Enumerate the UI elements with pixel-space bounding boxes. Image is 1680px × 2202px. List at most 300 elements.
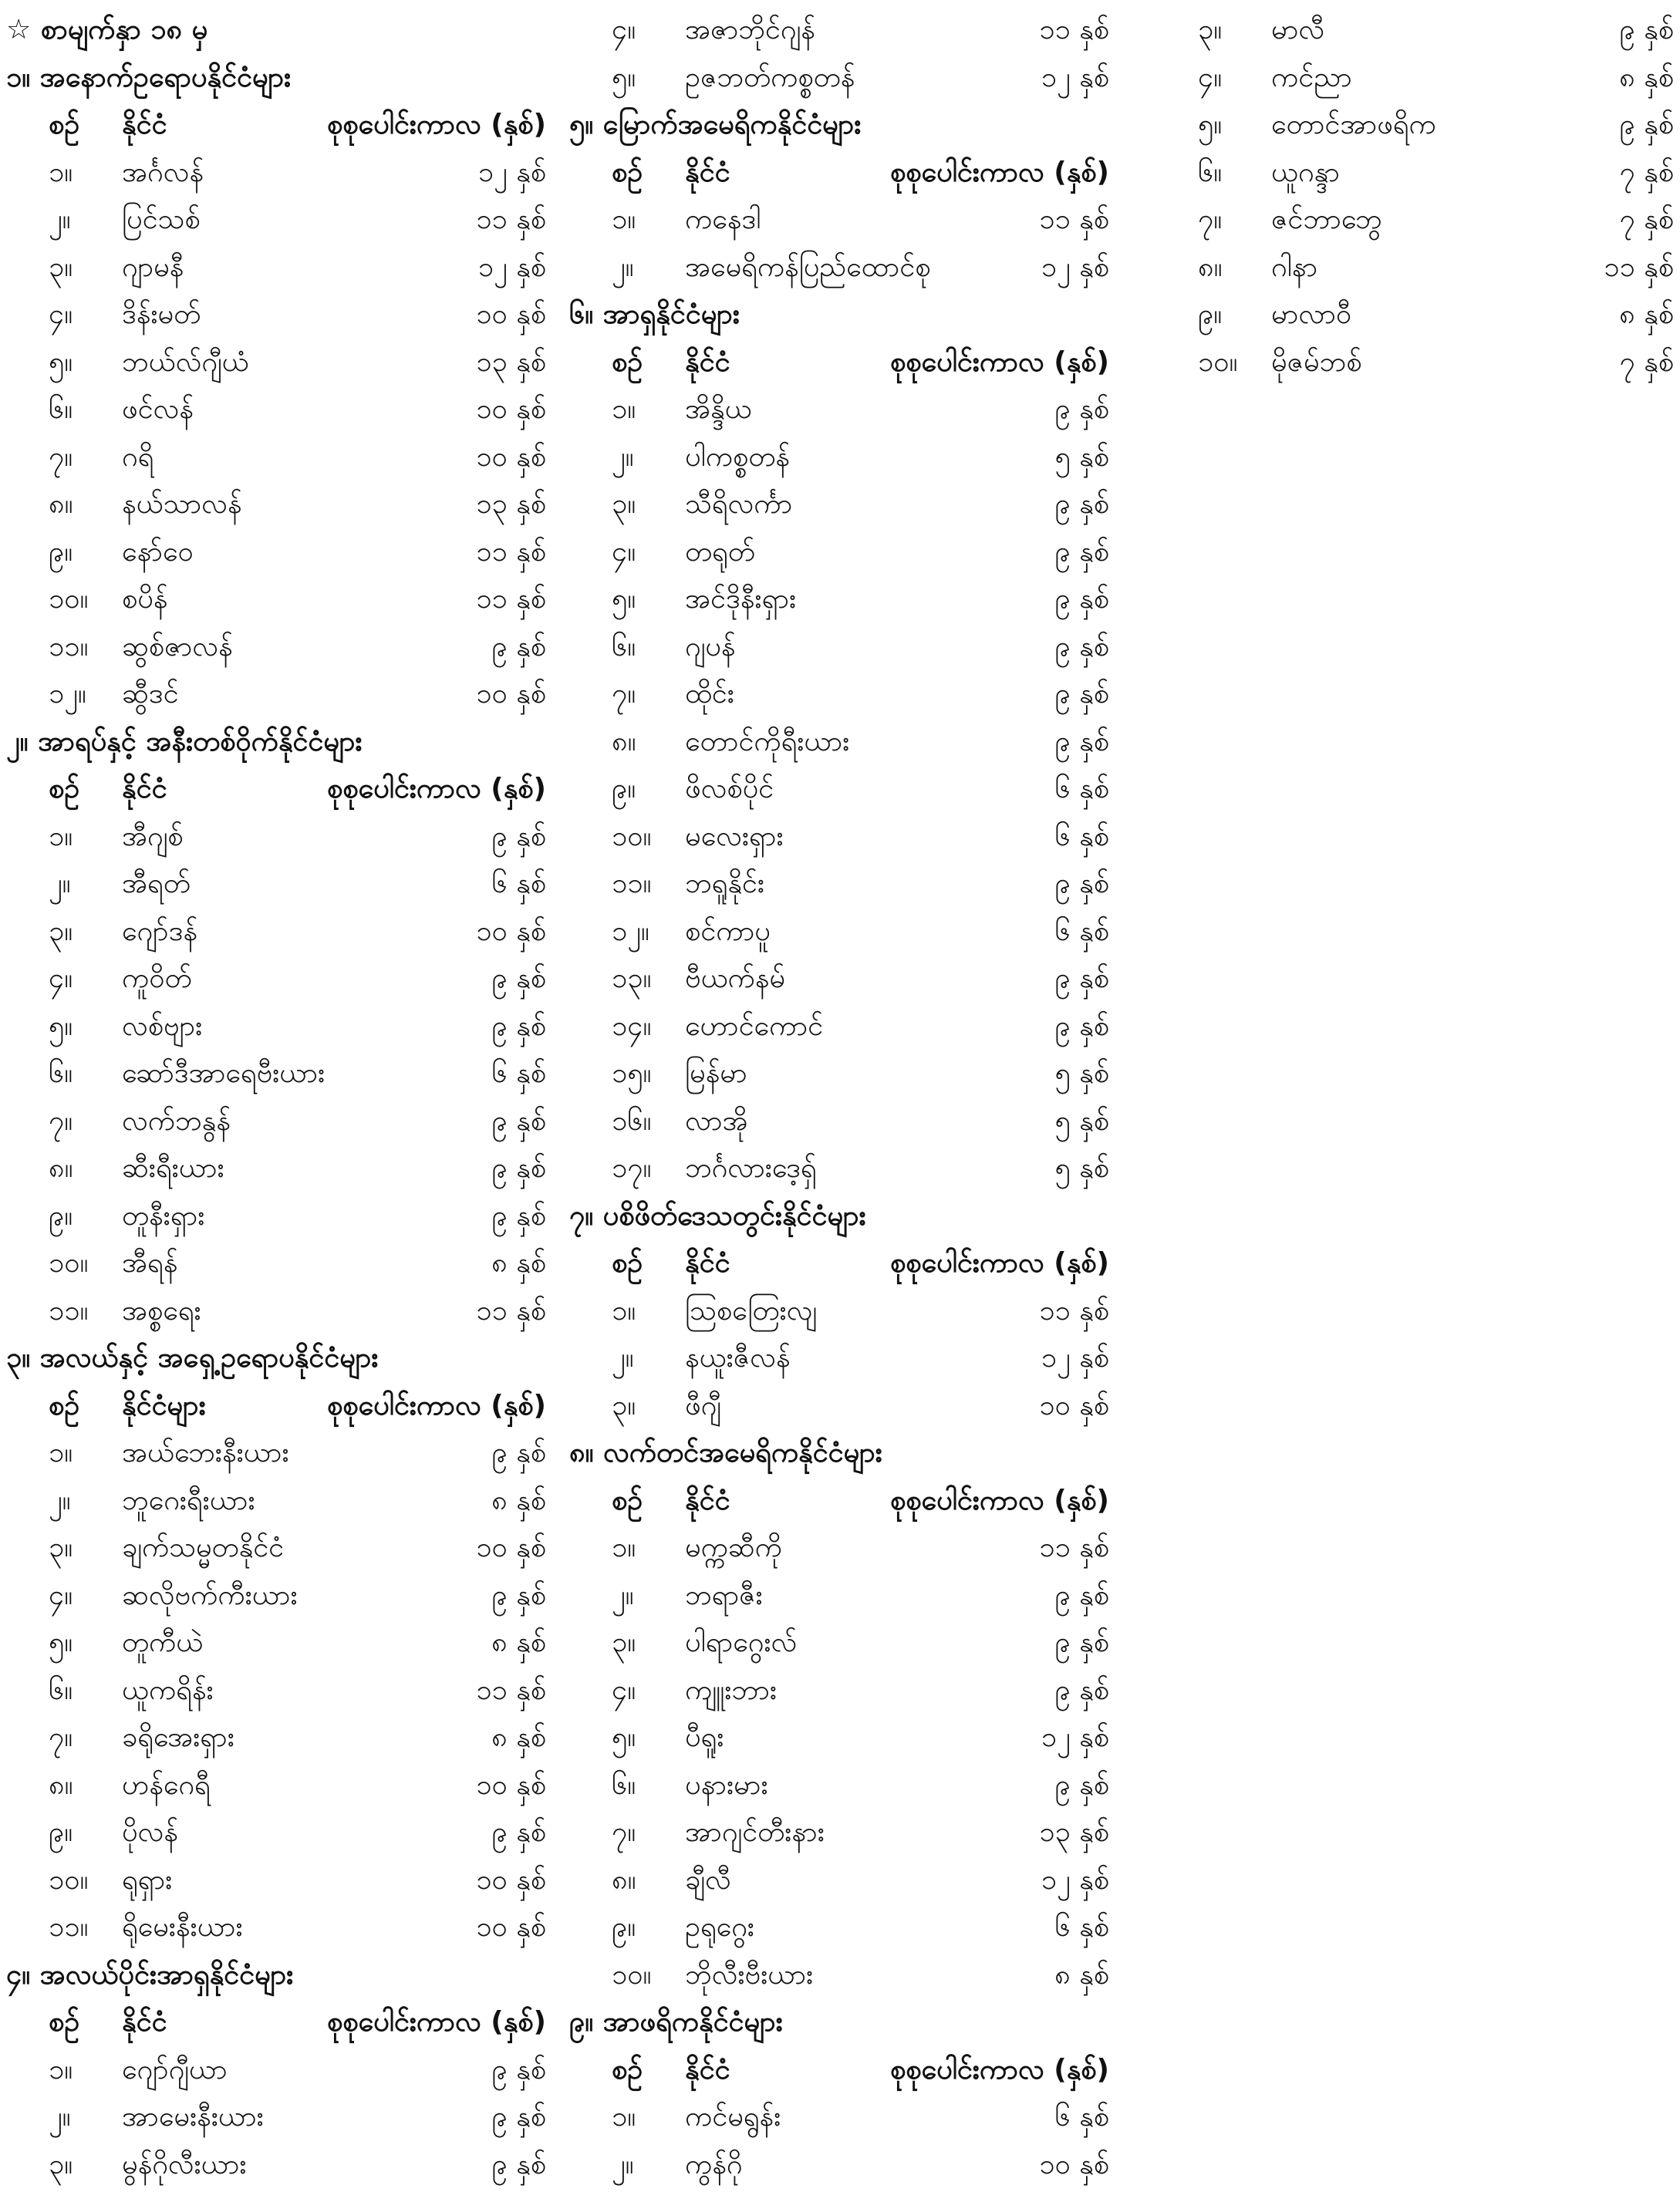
- row-number: ၇။: [49, 440, 73, 473]
- country-name: ယူကရိန်း: [122, 1674, 214, 1706]
- row-number: ၆။: [49, 1057, 73, 1089]
- duration-value: ၁၃ နှစ်: [476, 488, 546, 520]
- duration-value: ၅ နှစ်: [1054, 1104, 1109, 1137]
- row-number: ၉။: [1198, 298, 1223, 330]
- duration-value: ၉ နှစ်: [491, 1152, 546, 1184]
- table-header: [569, 149, 1109, 197]
- duration-value: ၇ နှစ်: [1619, 156, 1674, 188]
- row-number: ၁၂။: [612, 915, 649, 947]
- country-name: ဘူဂေးရီးယား: [122, 1484, 255, 1516]
- row-number: ၁၀။: [1198, 346, 1238, 378]
- duration-value: ၆ နှစ်: [1054, 773, 1109, 804]
- section-heading-text: ၂။ အာရပ်နှင့် အနီးတစ်ဝိုက်နိုင်ငံများ: [6, 725, 363, 757]
- country-name: ကူဝိတ်: [122, 963, 192, 994]
- header-no: စဉ်: [612, 1247, 643, 1279]
- row-number: ၃။: [612, 1627, 636, 1658]
- table-row: [569, 1951, 1109, 1999]
- duration-value: ၁၃ နှစ်: [476, 346, 546, 378]
- country-name: နော်ဝေ: [122, 535, 194, 568]
- table-row: [6, 433, 546, 481]
- table-row: [6, 1856, 546, 1904]
- duration-value: ၈ နှစ်: [1619, 61, 1674, 93]
- country-name: စပိန်: [122, 583, 168, 615]
- duration-value: ၁၀ နှစ်: [476, 1863, 546, 1896]
- table-row: [569, 813, 1109, 861]
- country-name: ဘိုလီးဗီးယား: [685, 1958, 814, 1991]
- country-name: ဆီးရီးယား: [122, 1152, 224, 1184]
- row-number: ၁၀။: [49, 1247, 89, 1279]
- table-row: [6, 860, 546, 908]
- row-number: ၁၀။: [49, 583, 89, 615]
- table-row: [569, 1809, 1109, 1856]
- country-name: အိန္ဒိယ: [685, 393, 752, 425]
- duration-value: ၁၂ နှစ်: [477, 251, 546, 283]
- duration-value: ၉ နှစ်: [491, 2053, 546, 2086]
- row-number: ၁၁။: [49, 630, 89, 663]
- duration-value: ၈ နှစ်: [491, 1721, 546, 1753]
- duration-value: ၁၃ နှစ်: [1039, 1816, 1109, 1848]
- duration-value: ၉ နှစ်: [1619, 109, 1674, 140]
- section-heading: [569, 1998, 1109, 2046]
- duration-value: ၉ နှစ်: [491, 1199, 546, 1232]
- table-row: [1155, 291, 1674, 339]
- row-number: ၈။: [612, 1863, 636, 1896]
- duration-value: ၁၀ နှစ်: [476, 1769, 546, 1801]
- row-number: ၅။: [49, 1010, 73, 1042]
- table-header: [569, 2046, 1109, 2094]
- header-no: စဉ်: [612, 346, 643, 378]
- section-heading-text: ၅။ မြောက်အမေရိကနိုင်ငံများ: [569, 109, 862, 140]
- header-no: စဉ်: [49, 2006, 80, 2038]
- country-name: အင်္ဂလန်: [122, 156, 204, 188]
- duration-value: ၁၁ နှစ်: [1039, 1532, 1109, 1563]
- table-row: [569, 1098, 1109, 1145]
- section-heading-text: ၁။ အနောက်ဥရောပနိုင်ငံများ: [6, 61, 292, 93]
- table-row: [6, 1098, 546, 1145]
- header-no: စဉ်: [612, 1484, 643, 1516]
- row-number: ၂။: [49, 2101, 71, 2133]
- row-number: ၁၄။: [612, 1010, 652, 1042]
- country-name: ပီရူး: [685, 1721, 724, 1753]
- duration-value: ၁၀ နှစ်: [476, 393, 546, 425]
- country-name: လစ်ဗျား: [122, 1010, 203, 1042]
- country-name: မိုဇမ်ဘစ်: [1271, 346, 1362, 378]
- section-heading: [6, 1334, 546, 1382]
- country-name: ဆော်ဒီအာရေဗီးယား: [122, 1057, 326, 1089]
- table-row: [6, 2046, 546, 2094]
- country-name: အာဂျင်တီးနား: [685, 1816, 825, 1848]
- duration-value: ၁၂ နှစ်: [1041, 251, 1109, 283]
- table-header: [6, 765, 546, 813]
- country-name: ဘင်္ဂလားဒေ့ရှ်: [685, 1152, 817, 1184]
- table-row: [569, 1287, 1109, 1335]
- country-name: မလေးရှား: [685, 820, 784, 852]
- header-duration: စုစုပေါင်းကာလ (နှစ်): [327, 773, 546, 804]
- row-number: ၁။: [49, 1437, 73, 1469]
- header-country: နိုင်ငံ: [685, 1484, 730, 1516]
- country-name: ဘယ်လ်ဂျီယံ: [122, 346, 249, 378]
- country-name: တူကီယဲ: [122, 1627, 204, 1658]
- duration-value: ၉ နှစ်: [491, 820, 546, 852]
- row-number: ၃။: [49, 1532, 73, 1563]
- duration-value: ၁၂ နှစ်: [477, 156, 546, 188]
- table-header: [569, 1239, 1109, 1287]
- country-name: မာလာဝီ: [1271, 298, 1352, 330]
- duration-value: ၉ နှစ်: [491, 1104, 546, 1137]
- row-number: ၁။: [612, 2101, 636, 2133]
- section-heading-text: ၆။ အာရှနိုင်ငံများ: [569, 298, 740, 330]
- country-name: ခရိုအေးရှား: [122, 1721, 234, 1753]
- table-row: [6, 1429, 546, 1477]
- duration-value: ၁၂ နှစ်: [1041, 1342, 1109, 1374]
- row-number: ၉။: [49, 1816, 73, 1848]
- duration-value: ၁၀ နှစ်: [476, 1532, 546, 1563]
- table-row: [6, 1524, 546, 1572]
- row-number: ၂။: [49, 204, 71, 235]
- duration-value: ၆ နှစ်: [491, 868, 546, 899]
- table-header: [6, 101, 546, 149]
- country-name: ဆလိုဗက်ကီးယား: [122, 1579, 298, 1611]
- header-country: နိုင်ငံ: [122, 109, 167, 140]
- country-name: ဂါနာ: [1271, 251, 1318, 283]
- row-number: ၁၁။: [612, 868, 652, 899]
- country-name: ဂျော်ဂျီယာ: [122, 2053, 228, 2086]
- duration-value: ၉ နှစ်: [491, 963, 546, 994]
- table-header: [6, 1998, 546, 2046]
- duration-value: ၁၀ နှစ်: [476, 298, 546, 330]
- table-row: [569, 1334, 1109, 1382]
- row-number: ၁။: [612, 393, 636, 425]
- duration-value: ၉ နှစ်: [491, 1579, 546, 1611]
- table-row: [6, 291, 546, 339]
- header-no: စဉ်: [49, 1389, 80, 1421]
- table-row: [569, 244, 1109, 292]
- row-number: ၁၂။: [49, 678, 86, 710]
- header-duration: စုစုပေါင်းကာလ (နှစ်): [890, 1247, 1109, 1279]
- country-name: ဖီဂျီ: [685, 1389, 721, 1421]
- country-name: ပနားမား: [685, 1769, 768, 1801]
- duration-value: ၁၂ နှစ်: [1041, 1721, 1109, 1753]
- table-row: [1155, 244, 1674, 292]
- duration-value: ၉ နှစ်: [1054, 963, 1109, 994]
- country-name: ယူဂန္ဒာ: [1271, 156, 1340, 188]
- country-name: နယူးဇီလန်: [685, 1342, 791, 1374]
- row-number: ၆။: [49, 1674, 73, 1706]
- country-name: အီရန်: [122, 1247, 178, 1279]
- row-number: ၃။: [1198, 14, 1223, 46]
- country-name: လာအို: [685, 1104, 748, 1137]
- duration-value: ၉ နှစ်: [1054, 1674, 1109, 1706]
- duration-value: ၉ နှစ်: [1054, 583, 1109, 615]
- header-country: နိုင်ငံ: [685, 1247, 730, 1279]
- row-number: ၅။: [612, 583, 636, 615]
- table-row: [6, 149, 546, 197]
- country-name: ဂျော်ဒန်: [122, 915, 198, 947]
- table-row: [569, 623, 1109, 671]
- country-name: ဒိန်းမတ်: [122, 298, 201, 330]
- country-name: လက်ဘနွန်: [122, 1104, 231, 1137]
- duration-value: ၁၁ နှစ်: [476, 535, 546, 568]
- country-name: ပြင်သစ်: [122, 204, 201, 235]
- country-name: အယ်ဘေးနီးယား: [122, 1437, 289, 1469]
- table-row: [569, 765, 1109, 813]
- section-heading: [569, 1429, 1109, 1477]
- row-number: ၂။: [612, 1579, 634, 1611]
- country-name: အာမေးနီးယား: [122, 2101, 264, 2133]
- duration-value: ၉ နှစ်: [1054, 1579, 1109, 1611]
- header-country: နိုင်ငံ: [685, 156, 730, 188]
- table-row: [1155, 101, 1674, 149]
- duration-value: ၁၂ နှစ်: [1041, 61, 1109, 93]
- header-country: နိုင်ငံ: [685, 346, 730, 378]
- table-row: [6, 1619, 546, 1667]
- table-row: [569, 2093, 1109, 2141]
- table-row: [6, 244, 546, 292]
- country-name: မြန်မာ: [685, 1057, 747, 1089]
- table-row: [6, 813, 546, 861]
- column-left: [6, 6, 546, 2188]
- table-row: [6, 481, 546, 528]
- table-row: [569, 2141, 1109, 2189]
- country-name: မာလီ: [1271, 14, 1325, 46]
- duration-value: ၁၁ နှစ်: [476, 583, 546, 615]
- section-heading: [569, 1192, 1109, 1240]
- row-number: ၁၀။: [612, 820, 652, 852]
- table-row: [569, 1856, 1109, 1904]
- table-row: [6, 623, 546, 671]
- table-row: [6, 386, 546, 433]
- table-row: [6, 955, 546, 1003]
- country-name: အဇာဘိုင်ဂျန်: [685, 14, 815, 46]
- duration-value: ၇ နှစ်: [1619, 204, 1674, 235]
- country-name: ထိုင်း: [685, 678, 734, 710]
- country-name: တောင်အာဖရိက: [1271, 109, 1436, 140]
- duration-value: ၈ နှစ်: [1619, 298, 1674, 330]
- row-number: ၄။: [49, 1579, 73, 1611]
- duration-value: ၉ နှစ်: [1054, 725, 1109, 757]
- header-duration: စုစုပေါင်းကာလ (နှစ်): [890, 1484, 1109, 1516]
- row-number: ၄။: [612, 535, 636, 568]
- duration-value: ၉ နှစ်: [1054, 630, 1109, 663]
- duration-value: ၉ နှစ်: [1054, 535, 1109, 568]
- country-name: ပိုလန်: [122, 1816, 178, 1848]
- table-row: [569, 386, 1109, 433]
- duration-value: ၅ နှစ်: [1054, 1057, 1109, 1089]
- table-row: [569, 1382, 1109, 1430]
- row-number: ၆။: [612, 1769, 636, 1801]
- country-name: ပါရာဂွေးလ်: [685, 1627, 798, 1658]
- country-name: အမေရိကန်ပြည်ထောင်စု: [685, 251, 931, 283]
- table-row: [6, 670, 546, 718]
- row-number: ၁၁။: [49, 1294, 89, 1327]
- table-row: [1155, 54, 1674, 102]
- table-row: [6, 528, 546, 576]
- row-number: ၂။: [612, 440, 634, 473]
- country-name: ရိုမေးနီးယား: [122, 1911, 243, 1943]
- table-row: [6, 1904, 546, 1951]
- row-number: ၈။: [49, 488, 73, 520]
- row-number: ၄။: [1198, 61, 1223, 93]
- row-number: ၄။: [612, 14, 636, 46]
- country-name: ဟန်ဂေရီ: [122, 1769, 211, 1801]
- row-number: ၂။: [612, 2148, 634, 2180]
- duration-value: ၁၁ နှစ်: [1039, 204, 1109, 235]
- table-row: [6, 2141, 546, 2189]
- header-country: နိုင်ငံ: [122, 2006, 167, 2038]
- row-number: ၄။: [49, 298, 73, 330]
- table-row: [6, 1477, 546, 1525]
- table-row: [6, 1667, 546, 1715]
- country-name: ဂျပန်: [685, 630, 736, 663]
- country-name: အီဂျစ်: [122, 820, 184, 852]
- duration-value: ၆ နှစ်: [491, 1057, 546, 1089]
- country-name: ဘရာဇီး: [685, 1579, 763, 1611]
- table-row: [569, 670, 1109, 718]
- header-duration: စုစုပေါင်းကာလ (နှစ်): [327, 1389, 546, 1421]
- duration-value: ၈ နှစ်: [491, 1627, 546, 1658]
- duration-value: ၁၁ နှစ်: [1604, 251, 1674, 283]
- section-heading: [6, 1951, 546, 1999]
- country-name: ဂျာမနီ: [122, 251, 184, 283]
- section-heading-text: ၃။ အလယ်နှင့် အရှေ့ဥရောပနိုင်ငံများ: [6, 1342, 379, 1374]
- section-heading-text: ၇။ ပစိဖိတ်ဒေသတွင်းနိုင်ငံများ: [569, 1199, 866, 1232]
- country-name: ဂရိ: [122, 440, 154, 473]
- duration-value: ၆ နှစ်: [1054, 915, 1109, 947]
- table-row: [569, 433, 1109, 481]
- country-name: ဆွီဒင်: [122, 678, 179, 710]
- row-number: ၇။: [612, 1816, 636, 1848]
- row-number: ၅။: [49, 1627, 73, 1658]
- duration-value: ၉ နှစ်: [1054, 488, 1109, 520]
- row-number: ၁၃။: [612, 963, 652, 994]
- duration-value: ၁၁ နှစ်: [1039, 1294, 1109, 1327]
- table-row: [569, 955, 1109, 1003]
- country-name: နယ်သာလန်: [122, 488, 242, 520]
- country-name: ချီလီ: [685, 1863, 731, 1896]
- table-row: [6, 1239, 546, 1287]
- table-row: [6, 2093, 546, 2141]
- row-number: ၁။: [49, 820, 73, 852]
- duration-value: ၉ နှစ်: [491, 2101, 546, 2133]
- row-number: ၁၀။: [49, 1863, 89, 1896]
- row-number: ၁။: [49, 2053, 73, 2086]
- country-name: ရုရှား: [122, 1863, 173, 1896]
- table-row: [569, 575, 1109, 623]
- table-row: [569, 1003, 1109, 1050]
- header-duration: စုစုပေါင်းကာလ (နှစ်): [890, 156, 1109, 188]
- table-header: [6, 1382, 546, 1430]
- row-number: ၁၁။: [49, 1911, 89, 1943]
- duration-value: ၉ နှစ်: [1054, 1769, 1109, 1801]
- header-no: စဉ်: [49, 773, 80, 804]
- page-title: ☆ စာမျက်နှာ ၁၈ မှ: [6, 14, 208, 46]
- header-duration: စုစုပေါင်းကာလ (နှစ်): [890, 2053, 1109, 2086]
- row-number: ၁။: [612, 1294, 636, 1327]
- header-country: နိုင်ငံ: [122, 773, 167, 804]
- country-name: ကင်မရွန်း: [685, 2101, 781, 2133]
- country-name: ဖင်လန်: [122, 393, 194, 425]
- row-number: ၁၇။: [612, 1152, 652, 1184]
- country-name: တောင်ကိုရီးယား: [685, 725, 850, 757]
- country-name: ဥရုဂွေး: [685, 1911, 754, 1943]
- country-name: မွန်ဂိုလီးယား: [122, 2148, 247, 2180]
- table-row: [6, 1192, 546, 1240]
- country-name: ဇင်ဘာဘွေ: [1271, 204, 1382, 235]
- duration-value: ၁၀ နှစ်: [1039, 1389, 1109, 1421]
- table-row: [6, 1287, 546, 1335]
- table-row: [569, 54, 1109, 102]
- duration-value: ၅ နှစ်: [1054, 1152, 1109, 1184]
- country-name: အစ္စရေး: [122, 1294, 201, 1327]
- country-name: ဩစတြေးလျ: [685, 1294, 818, 1327]
- duration-value: ၉ နှစ်: [491, 1816, 546, 1848]
- header-country: နိုင်ငံ: [685, 2053, 730, 2086]
- duration-value: ၁၀ နှစ်: [1039, 2148, 1109, 2180]
- table-row: [569, 528, 1109, 576]
- country-name: ကွန်ဂို: [685, 2148, 743, 2180]
- header-duration: စုစုပေါင်းကာလ (နှစ်): [327, 109, 546, 140]
- table-row: [569, 1145, 1109, 1192]
- row-number: ၅။: [612, 1721, 636, 1753]
- row-number: ၇။: [49, 1721, 73, 1753]
- row-number: ၂။: [612, 1342, 634, 1374]
- duration-value: ၉ နှစ်: [1619, 14, 1674, 46]
- duration-value: ၆ နှစ်: [1054, 820, 1109, 852]
- row-number: ၂။: [612, 251, 634, 283]
- country-name: အီရတ်: [122, 868, 191, 899]
- duration-value: ၉ နှစ်: [491, 630, 546, 663]
- duration-value: ၈ နှစ်: [1054, 1958, 1109, 1991]
- country-name: သီရိလင်္ကာ: [685, 488, 793, 520]
- section-heading-text: ၈။ လက်တင်အမေရိကနိုင်ငံများ: [569, 1437, 882, 1469]
- header-no: စဉ်: [612, 2053, 643, 2086]
- duration-value: ၆ နှစ်: [1054, 2101, 1109, 2133]
- duration-value: ၁၀ နှစ်: [476, 678, 546, 710]
- table-row: [569, 718, 1109, 766]
- duration-value: ၁၀ နှစ်: [476, 1911, 546, 1943]
- table-row: [1155, 196, 1674, 244]
- duration-value: ၇ နှစ်: [1619, 346, 1674, 378]
- row-number: ၃။: [612, 488, 636, 520]
- row-number: ၄။: [612, 1674, 636, 1706]
- duration-value: ၁၁ နှစ်: [476, 1674, 546, 1706]
- row-number: ၈။: [612, 725, 636, 757]
- duration-value: ၉ နှစ်: [1054, 678, 1109, 710]
- row-number: ၅။: [612, 61, 636, 93]
- row-number: ၁။: [612, 204, 636, 235]
- table-row: [1155, 6, 1674, 54]
- row-number: ၁၆။: [612, 1104, 652, 1137]
- table-row: [569, 1714, 1109, 1762]
- row-number: ၃။: [49, 2148, 73, 2180]
- duration-value: ၈ နှစ်: [491, 1247, 546, 1279]
- row-number: ၉။: [612, 1911, 636, 1943]
- table-row: [569, 1050, 1109, 1098]
- country-name: မက္ကဆီကို: [685, 1532, 782, 1563]
- row-number: ၈။: [1198, 251, 1223, 283]
- row-number: ၇။: [612, 678, 636, 710]
- duration-value: ၉ နှစ်: [1054, 868, 1109, 899]
- section-heading-text: ၉။ အာဖရိကနိုင်ငံများ: [569, 2006, 783, 2038]
- column-right: [1155, 6, 1674, 386]
- section-heading: [6, 718, 546, 766]
- row-number: ၃။: [612, 1389, 636, 1421]
- row-number: ၃။: [49, 915, 73, 947]
- table-row: [6, 1714, 546, 1762]
- country-name: ဥဇဘတ်ကစ္စတန်: [685, 61, 855, 93]
- duration-value: ၁၂ နှစ်: [1041, 1863, 1109, 1896]
- table-row: [569, 6, 1109, 54]
